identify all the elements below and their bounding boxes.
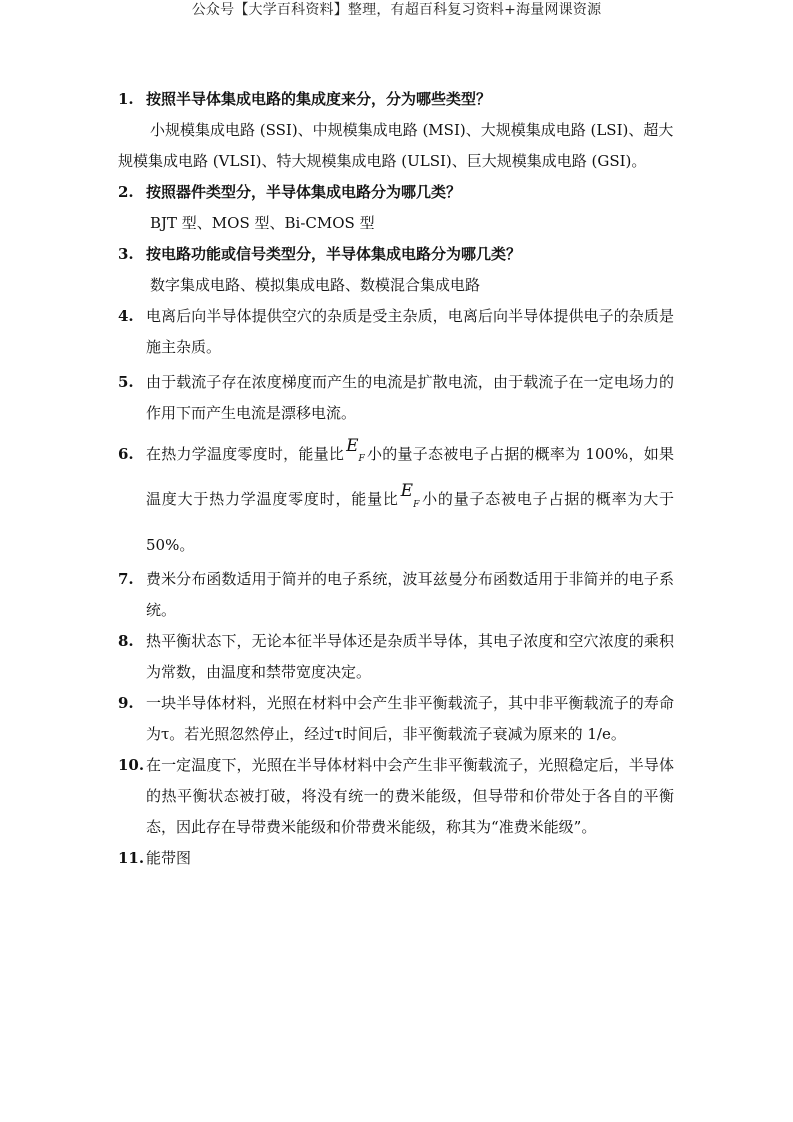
question-3 bbox=[118, 239, 674, 301]
statement-text: 能带图 bbox=[146, 848, 192, 867]
page-header: 公众号【大学百科资料】整理，有超百科复习资料+海量网课资源 bbox=[191, 2, 602, 18]
statement-part: 在热力学温度零度时，能量比 bbox=[146, 445, 345, 463]
statement-7 bbox=[118, 564, 674, 626]
item-number: 4. bbox=[118, 307, 134, 325]
fermi-energy-symbol: $E_F$ bbox=[400, 481, 420, 510]
item-number: 10. bbox=[118, 755, 145, 774]
question-text: 按电路功能或信号类型分，半导体集成电路分为哪几类？ bbox=[146, 245, 522, 263]
answer-text: 数字集成电路、模拟集成电路、数模混合集成电路 bbox=[150, 276, 481, 294]
question-1 bbox=[118, 84, 674, 177]
statement-11 bbox=[118, 843, 674, 874]
item-number: 8. bbox=[118, 631, 134, 650]
item-number: 5. bbox=[118, 373, 134, 391]
statement-text: 电离后向半导体提供空穴的杂质是受主杂质，电离后向半导体提供电子的杂质是施主杂质。 bbox=[146, 307, 674, 356]
item-number: 9. bbox=[118, 693, 134, 712]
item-number: 7. bbox=[118, 569, 134, 588]
item-number: 3. bbox=[118, 245, 134, 263]
statement-5 bbox=[118, 367, 674, 429]
statement-text: 热平衡状态下，无论本征半导体还是杂质半导体，其电子浓度和空穴浓度的乘积为常数，由温度和禁带宽度决定。 bbox=[146, 631, 674, 681]
statement-text bbox=[118, 435, 674, 564]
statement-text: 一块半导体材料，光照在材料中会产生非平衡载流子，其中非平衡载流子的寿命为τ。若光照忽然停止，经过τ时间后，非平衡载流子衰减为原来的 1/e。 bbox=[146, 693, 674, 743]
statement-9 bbox=[118, 688, 674, 750]
statement-10 bbox=[118, 750, 674, 843]
answer-text: BJT 型、MOS 型、Bi-CMOS 型 bbox=[150, 214, 375, 232]
item-number: 2. bbox=[118, 183, 134, 201]
question-2 bbox=[118, 177, 674, 239]
question-text: 按照器件类型分，半导体集成电路分为哪几类？ bbox=[146, 183, 462, 201]
statement-8 bbox=[118, 626, 674, 688]
document-body bbox=[118, 84, 674, 874]
statement-text: 费米分布函数适用于简并的电子系统，波耳兹曼分布函数适用于非简并的电子系统。 bbox=[146, 569, 674, 619]
item-number: 1. bbox=[118, 90, 134, 108]
statement-4 bbox=[118, 301, 674, 363]
statement-text: 在一定温度下，光照在半导体材料中会产生非平衡载流子，光照稳定后，半导体的热平衡状态被打破，将没有统一的费米能级，但导带和价带处于各自的平衡态，因此存在导带费米能级和价带费米能级，称其为“准费米能级”。 bbox=[146, 755, 674, 836]
item-number: 6. bbox=[118, 445, 134, 463]
statement-text: 由于载流子存在浓度梯度而产生的电流是扩散电流，由于载流子在一定电场力的作用下而产生电流是漂移电流。 bbox=[146, 373, 674, 422]
answer-text: 小规模集成电路 (SSI)、中规模集成电路 (MSI)、大规模集成电路 (LSI)、超大规模集成电路 (VLSI)、特大规模集成电路 (ULSI)、巨大规模集成电路 (GSI)。 bbox=[118, 121, 674, 170]
statement-part: 小的量子态被电子占据的概率为大于 50%。 bbox=[146, 490, 674, 554]
question-text: 按照半导体集成电路的集成度来分，分为哪些类型？ bbox=[146, 90, 492, 108]
item-number: 11. bbox=[118, 848, 145, 867]
fermi-energy-symbol: $E_F$ bbox=[346, 436, 365, 465]
statement-part: 小的量子态被电子占据的概率为 100%，如果温度大于热力学温度零度时，能量比 bbox=[146, 445, 674, 509]
statement-6 bbox=[118, 435, 674, 564]
